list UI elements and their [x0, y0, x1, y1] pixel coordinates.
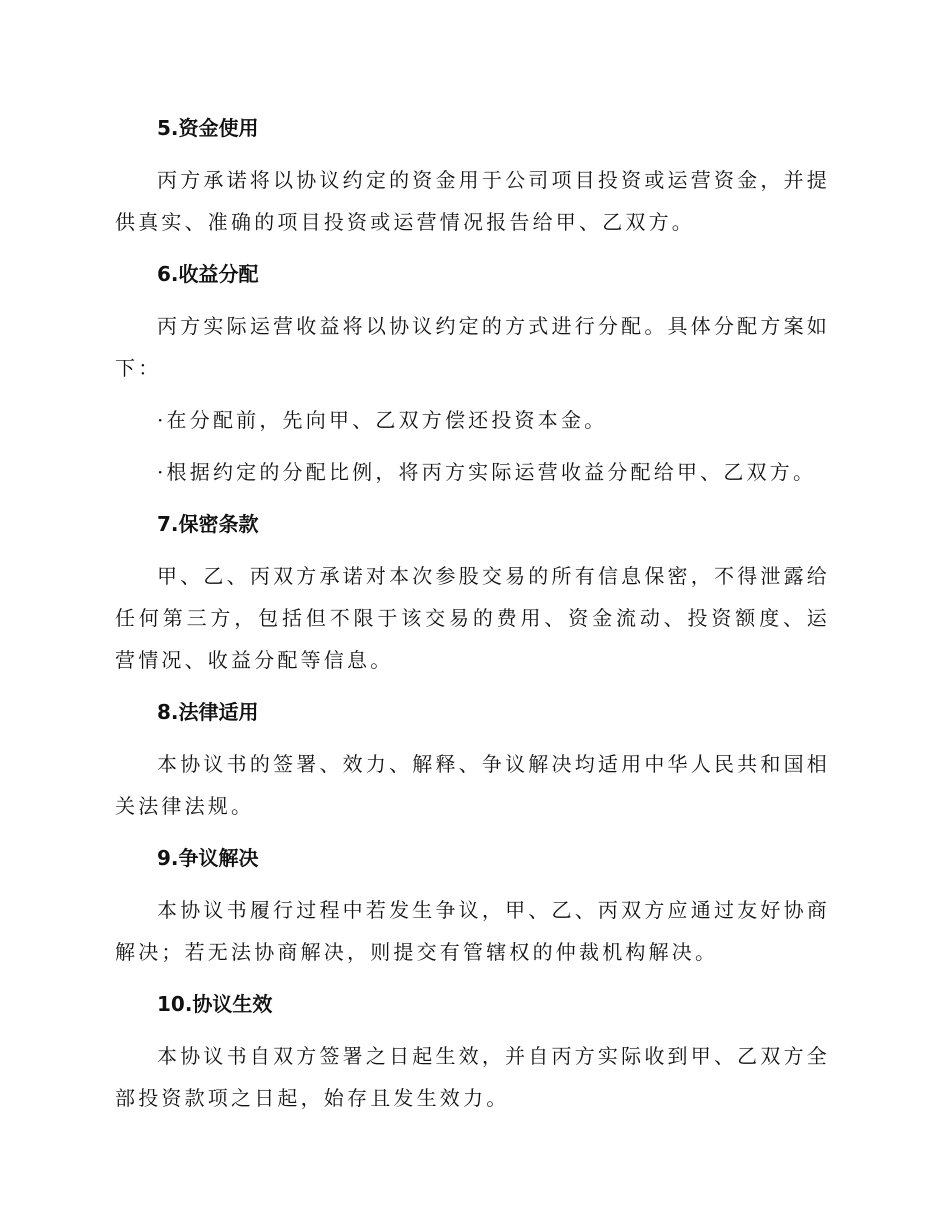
section-heading: 9.争议解决: [157, 846, 259, 870]
bullet-item: ·根据约定的分配比例，将丙方实际运营收益分配给甲、乙双方。: [157, 460, 817, 484]
section-heading: 8.法律适用: [157, 700, 259, 724]
section-heading: 5.资金使用: [157, 116, 259, 140]
section-paragraph: 本协议书的签署、效力、解释、争议解决均适用中华人民共和国相关法律法规。: [115, 752, 830, 818]
section-applicable-law: [115, 691, 830, 837]
section-heading: 6.收益分配: [157, 262, 259, 286]
bullet-item: ·在分配前，先向甲、乙双方偿还投资本金。: [157, 408, 608, 432]
section-paragraph: 甲、乙、丙双方承诺对本次参股交易的所有信息保密，不得泄露给任何第三方，包括但不限于该交易的费用、资金流动、投资额度、运营情况、收益分配等信息。: [115, 564, 830, 672]
section-heading: 10.协议生效: [157, 992, 273, 1016]
section-paragraph: 本协议书履行过程中若发生争议，甲、乙、丙双方应通过友好协商解决；若无法协商解决，则提交有管辖权的仲裁机构解决。: [115, 898, 830, 964]
section-confidentiality: [115, 503, 830, 691]
section-profit-distribution: [115, 253, 830, 503]
section-funds-usage: [115, 107, 830, 253]
document-body: [115, 107, 830, 1119]
section-dispute-resolution: [115, 837, 830, 983]
section-heading: 7.保密条款: [157, 512, 259, 536]
section-paragraph: 丙方承诺将以协议约定的资金用于公司项目投资或运营资金，并提供真实、准确的项目投资或运营情况报告给甲、乙双方。: [115, 168, 830, 234]
section-agreement-effect: [115, 983, 830, 1119]
section-paragraph: 本协议书自双方签署之日起生效，并自丙方实际收到甲、乙双方全部投资款项之日起，始存且发生效力。: [115, 1044, 830, 1110]
section-paragraph: 丙方实际运营收益将以协议约定的方式进行分配。具体分配方案如下：: [115, 314, 830, 380]
